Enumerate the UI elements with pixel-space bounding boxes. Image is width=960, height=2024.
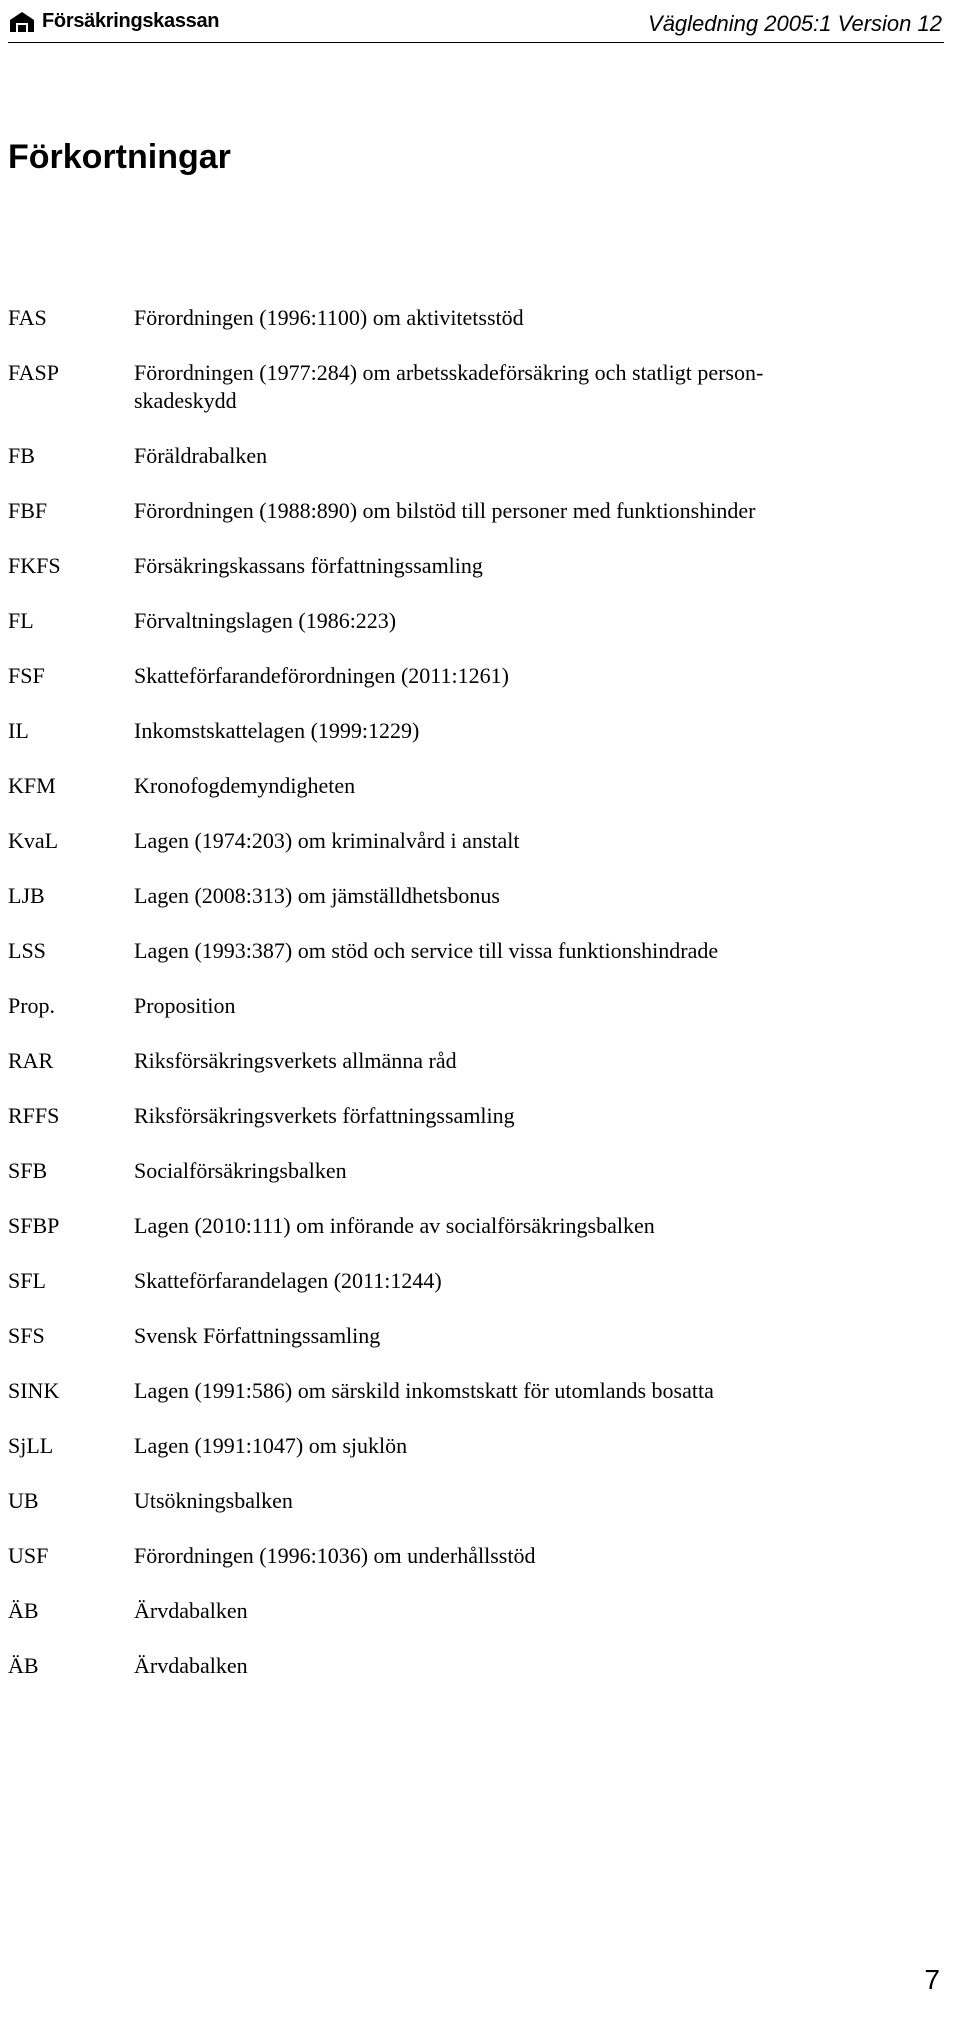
definition: Kronofogdemyndigheten (134, 773, 356, 798)
logo-text: Försäkringskassan (42, 10, 220, 32)
abbreviation: LJB (8, 883, 45, 908)
definition: Lagen (1991:586) om särskild inkomstskatt för utomlands bosatta (134, 1378, 714, 1403)
list-item (8, 1487, 928, 1515)
list-item (8, 1212, 928, 1240)
list-item (8, 1267, 928, 1295)
list-item (8, 1157, 928, 1185)
list-item (8, 552, 928, 580)
definition: Försäkringskassans författningssamling (134, 553, 483, 578)
document-version: Vägledning 2005:1 Version 12 (648, 11, 942, 36)
definition: Inkomstskattelagen (1999:1229) (134, 718, 420, 743)
list-item (8, 662, 928, 690)
definition: Föräldrabalken (134, 443, 268, 468)
definition: Ärvdabalken (134, 1653, 248, 1678)
abbreviation: UB (8, 1488, 39, 1513)
logo (8, 10, 219, 33)
list-item (8, 772, 928, 800)
definition: Förordningen (1988:890) om bilstöd till personer med funktionshinder (134, 498, 756, 523)
page-header (0, 0, 960, 48)
abbreviation: FBF (8, 498, 48, 523)
list-item (8, 442, 928, 470)
list-item (8, 827, 928, 855)
page-title: Förkortningar (8, 138, 231, 176)
header-divider (8, 42, 944, 43)
abbreviation: FB (8, 443, 35, 468)
list-item (8, 882, 928, 910)
definition: Lagen (2008:313) om jämställdhetsbonus (134, 883, 500, 908)
definition: Svensk Författningssamling (134, 1323, 381, 1348)
definition: Skatteförfarandeförordningen (2011:1261) (134, 663, 509, 688)
abbreviation: KvaL (8, 828, 59, 853)
abbreviation: FAS (8, 305, 47, 330)
list-item (8, 1652, 928, 1680)
list-item (8, 992, 928, 1020)
list-item (8, 1047, 928, 1075)
abbreviation: SINK (8, 1378, 60, 1403)
abbreviation: ÄB (8, 1653, 39, 1678)
list-item (8, 1597, 928, 1625)
page-number: 7 (924, 1964, 940, 1995)
abbreviation: KFM (8, 773, 56, 798)
abbreviation: ÄB (8, 1598, 39, 1623)
abbreviation: SFB (8, 1158, 48, 1183)
abbreviation-list (8, 304, 928, 1707)
list-item (8, 717, 928, 745)
abbreviation: RFFS (8, 1103, 60, 1128)
definition: Ärvdabalken (134, 1598, 248, 1623)
abbreviation: FASP (8, 360, 59, 385)
abbreviation: FL (8, 608, 34, 633)
definition: Lagen (1993:387) om stöd och service till vissa funktionshindrade (134, 938, 719, 963)
list-item (8, 1322, 928, 1350)
abbreviation: SFBP (8, 1213, 60, 1238)
definition: Riksförsäkringsverkets allmänna råd (134, 1048, 457, 1073)
definition (134, 359, 904, 415)
list-item (8, 1102, 928, 1130)
list-item (8, 937, 928, 965)
abbreviation: RAR (8, 1048, 54, 1073)
list-item (8, 1377, 928, 1405)
definition: Förvaltningslagen (1986:223) (134, 608, 397, 633)
list-item (8, 1432, 928, 1460)
house-logo-icon (8, 11, 36, 33)
list-item (8, 304, 928, 332)
definition: Förordningen (1996:1036) om underhållsstöd (134, 1543, 536, 1568)
abbreviation: FKFS (8, 553, 61, 578)
definition: Lagen (2010:111) om införande av socialförsäkringsbalken (134, 1213, 655, 1238)
definition: Skatteförfarandelagen (2011:1244) (134, 1268, 442, 1293)
definition: Förordningen (1996:1100) om aktivitetsstöd (134, 305, 524, 330)
abbreviation: USF (8, 1543, 49, 1568)
list-item (8, 359, 928, 415)
definition: Proposition (134, 993, 236, 1018)
list-item (8, 607, 928, 635)
definition: Lagen (1991:1047) om sjuklön (134, 1433, 408, 1458)
definition: Riksförsäkringsverkets författningssamling (134, 1103, 515, 1128)
definition-line: Förordningen (1977:284) om arbetsskadeförsäkring och statligt person- (134, 360, 764, 385)
abbreviation: LSS (8, 938, 46, 963)
abbreviation: SjLL (8, 1433, 54, 1458)
definition: Lagen (1974:203) om kriminalvård i anstalt (134, 828, 520, 853)
definition-line: skadeskydd (134, 388, 237, 413)
definition: Utsökningsbalken (134, 1488, 293, 1513)
abbreviation: FSF (8, 663, 45, 688)
list-item (8, 497, 928, 525)
definition: Socialförsäkringsbalken (134, 1158, 347, 1183)
abbreviation: Prop. (8, 993, 56, 1018)
abbreviation: SFL (8, 1268, 46, 1293)
abbreviation: SFS (8, 1323, 45, 1348)
list-item (8, 1542, 928, 1570)
abbreviation: IL (8, 718, 29, 743)
